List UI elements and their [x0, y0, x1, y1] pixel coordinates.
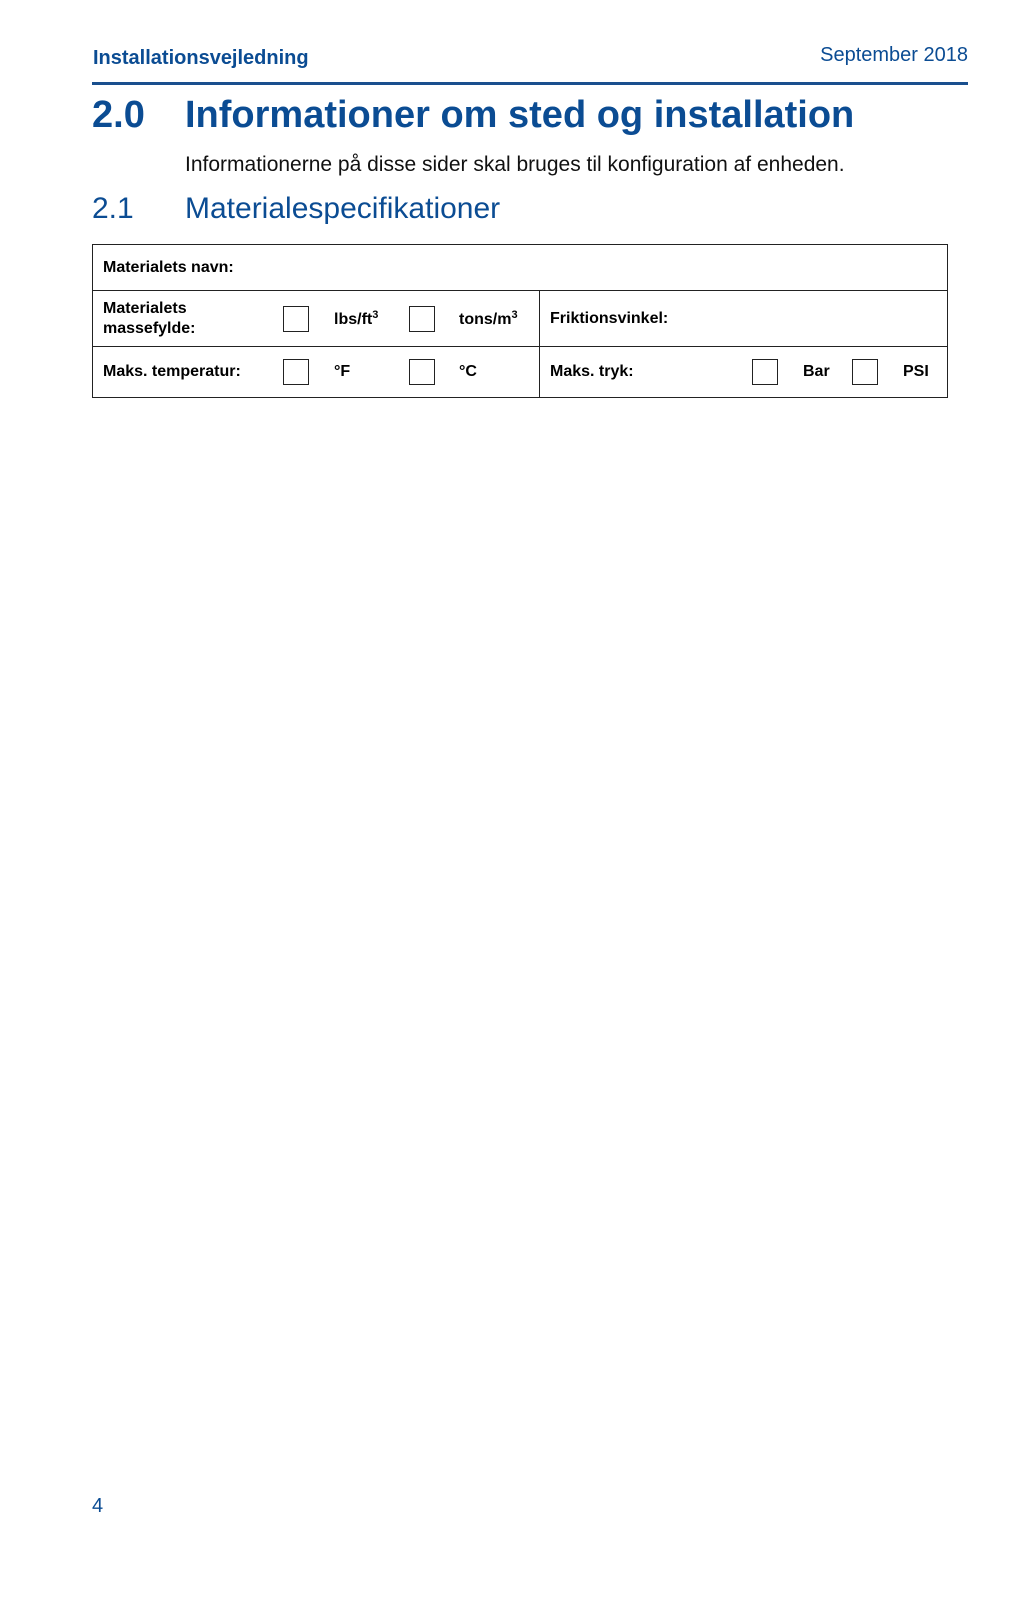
page-header: [92, 40, 968, 85]
psi-checkbox[interactable]: [852, 359, 878, 385]
celsius-unit-label: °C: [459, 363, 477, 380]
psi-unit-label: PSI: [903, 363, 929, 380]
tons-m3-unit-exponent: 3: [511, 308, 518, 321]
fahrenheit-unit-label: °F: [334, 363, 351, 380]
material-spec-form: [92, 244, 948, 398]
lbs-ft3-unit-text: lbs/ft: [334, 310, 373, 328]
max-pressure-label: Maks. tryk:: [550, 363, 634, 380]
material-name-row: [93, 245, 948, 291]
page-number: 4: [92, 1495, 104, 1517]
section-title: Informationer om sted og installation: [185, 94, 855, 136]
density-cell: [93, 291, 540, 347]
friction-angle-label: Friktionsvinkel:: [550, 309, 669, 327]
tons-m3-unit-text: tons/m: [459, 310, 512, 328]
bar-checkbox[interactable]: [752, 359, 778, 385]
document-title: Installationsvejledning: [93, 47, 309, 69]
density-row: [93, 291, 948, 347]
subsection-number: 2.1: [92, 192, 134, 225]
friction-angle-field[interactable]: [540, 291, 948, 347]
celsius-checkbox[interactable]: [409, 359, 435, 385]
subsection-title: Materialespecifikationer: [185, 192, 501, 225]
density-label-line1: Materialets: [103, 299, 187, 317]
density-label: [103, 299, 196, 339]
density-label-line2: massefylde:: [103, 319, 196, 337]
subsection-heading: [92, 192, 500, 226]
temperature-cell: [93, 347, 540, 398]
lbs-ft3-unit-label: [334, 309, 378, 329]
tons-m3-unit-label: [459, 309, 518, 329]
temperature-pressure-row: [93, 347, 948, 398]
lbs-ft3-checkbox[interactable]: [283, 306, 309, 332]
intro-paragraph: Informationerne på disse sider skal bruges til konfiguration af enheden.: [185, 153, 845, 176]
bar-unit-label: Bar: [803, 363, 830, 380]
section-heading: [92, 94, 854, 137]
max-temperature-label: Maks. temperatur:: [103, 363, 241, 380]
fahrenheit-checkbox[interactable]: [283, 359, 309, 385]
document-date: September 2018: [820, 44, 968, 66]
section-number: 2.0: [92, 94, 145, 136]
lbs-ft3-unit-exponent: 3: [372, 308, 379, 321]
tons-m3-checkbox[interactable]: [409, 306, 435, 332]
material-name-label: Materialets navn:: [103, 258, 234, 276]
pressure-cell: [540, 347, 948, 398]
material-name-field[interactable]: [93, 245, 948, 291]
